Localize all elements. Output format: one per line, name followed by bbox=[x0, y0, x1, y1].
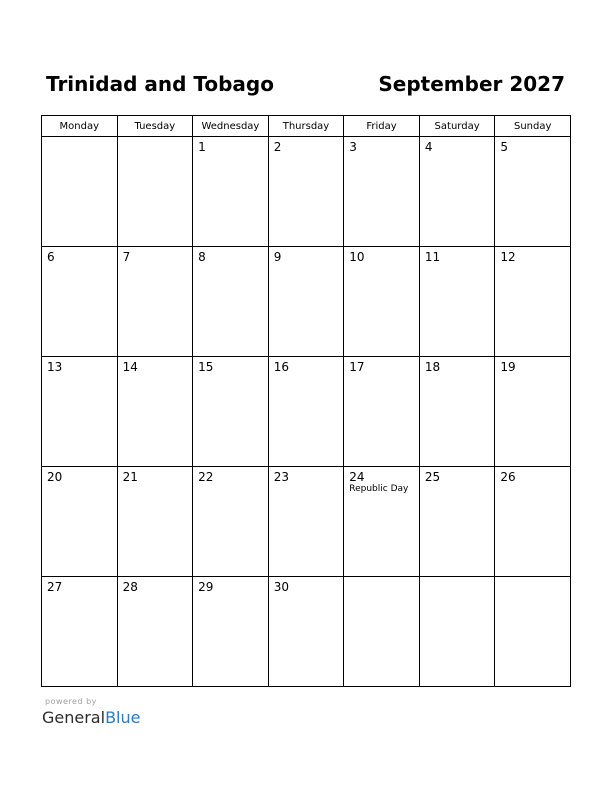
day-number: 26 bbox=[500, 470, 516, 484]
day-number: 29 bbox=[198, 580, 214, 594]
day-cell bbox=[117, 247, 193, 357]
day-cell bbox=[419, 467, 495, 577]
day-cell bbox=[42, 577, 118, 687]
empty-day-cell bbox=[419, 577, 495, 687]
day-cell bbox=[495, 137, 571, 247]
week-row bbox=[42, 247, 571, 357]
day-cell bbox=[193, 577, 269, 687]
day-number: 8 bbox=[198, 250, 206, 264]
week-row bbox=[42, 357, 571, 467]
day-cell bbox=[344, 467, 420, 577]
day-number: 6 bbox=[47, 250, 55, 264]
day-number: 25 bbox=[424, 470, 441, 484]
day-number: 4 bbox=[424, 140, 433, 154]
country-title: Trinidad and Tobago bbox=[46, 72, 274, 96]
day-cell bbox=[193, 247, 269, 357]
day-number: 13 bbox=[47, 360, 63, 374]
day-cell bbox=[344, 357, 420, 467]
powered-by-text: powered by bbox=[45, 697, 97, 706]
day-number: 10 bbox=[349, 250, 365, 264]
day-cell bbox=[268, 137, 344, 247]
day-number: 18 bbox=[424, 360, 441, 374]
day-cell bbox=[42, 247, 118, 357]
day-number: 15 bbox=[198, 360, 214, 374]
day-cell bbox=[193, 357, 269, 467]
day-cell bbox=[42, 467, 118, 577]
month-year-title: September 2027 bbox=[378, 72, 565, 96]
weekday-header: Monday bbox=[42, 116, 118, 137]
brand-blue-text: Blue bbox=[105, 708, 141, 727]
holiday-label: Republic Day bbox=[349, 484, 409, 494]
day-cell bbox=[495, 467, 571, 577]
day-number: 1 bbox=[198, 140, 206, 154]
day-cell bbox=[268, 247, 344, 357]
day-number: 7 bbox=[122, 250, 131, 264]
day-number: 19 bbox=[500, 360, 516, 374]
day-cell bbox=[495, 247, 571, 357]
day-cell bbox=[419, 247, 495, 357]
weekday-header: Thursday bbox=[268, 116, 344, 137]
empty-day-cell bbox=[42, 137, 118, 247]
day-number: 22 bbox=[198, 470, 214, 484]
day-number: 2 bbox=[273, 140, 282, 154]
day-number: 21 bbox=[122, 470, 138, 484]
empty-day-cell bbox=[495, 577, 571, 687]
weekday-header: Wednesday bbox=[193, 116, 269, 137]
week-row bbox=[42, 577, 571, 687]
day-cell bbox=[193, 467, 269, 577]
day-cell bbox=[268, 467, 344, 577]
day-number: 5 bbox=[500, 140, 509, 154]
day-cell bbox=[495, 357, 571, 467]
day-number: 28 bbox=[122, 580, 138, 594]
day-cell bbox=[419, 137, 495, 247]
weekday-header: Friday bbox=[344, 116, 420, 137]
day-number: 23 bbox=[273, 470, 289, 484]
day-cell bbox=[344, 137, 420, 247]
day-number: 16 bbox=[273, 360, 289, 374]
day-cell bbox=[268, 357, 344, 467]
week-row bbox=[42, 137, 571, 247]
empty-day-cell bbox=[344, 577, 420, 687]
day-number: 20 bbox=[47, 470, 63, 484]
day-cell bbox=[42, 357, 118, 467]
day-cell bbox=[117, 357, 193, 467]
day-number: 9 bbox=[273, 250, 282, 264]
day-number: 30 bbox=[273, 580, 289, 594]
generalblue-logo[interactable] bbox=[42, 708, 140, 728]
day-cell bbox=[344, 247, 420, 357]
weekday-header: Saturday bbox=[419, 116, 495, 137]
day-cell bbox=[419, 357, 495, 467]
day-number: 27 bbox=[47, 580, 63, 594]
day-number: 17 bbox=[349, 360, 365, 374]
day-number: 3 bbox=[349, 140, 357, 154]
weekday-header-row bbox=[42, 116, 571, 137]
week-row bbox=[42, 467, 571, 577]
day-cell bbox=[268, 577, 344, 687]
weekday-header: Tuesday bbox=[117, 116, 193, 137]
day-number: 14 bbox=[122, 360, 138, 374]
day-number: 11 bbox=[424, 250, 441, 264]
day-cell bbox=[117, 577, 193, 687]
empty-day-cell bbox=[117, 137, 193, 247]
day-number: 12 bbox=[500, 250, 516, 264]
day-cell bbox=[117, 467, 193, 577]
day-number: 24 bbox=[349, 470, 365, 484]
calendar-grid bbox=[41, 115, 571, 687]
weekday-header: Sunday bbox=[495, 116, 571, 137]
day-cell bbox=[193, 137, 269, 247]
brand-general-text: General bbox=[42, 708, 106, 727]
